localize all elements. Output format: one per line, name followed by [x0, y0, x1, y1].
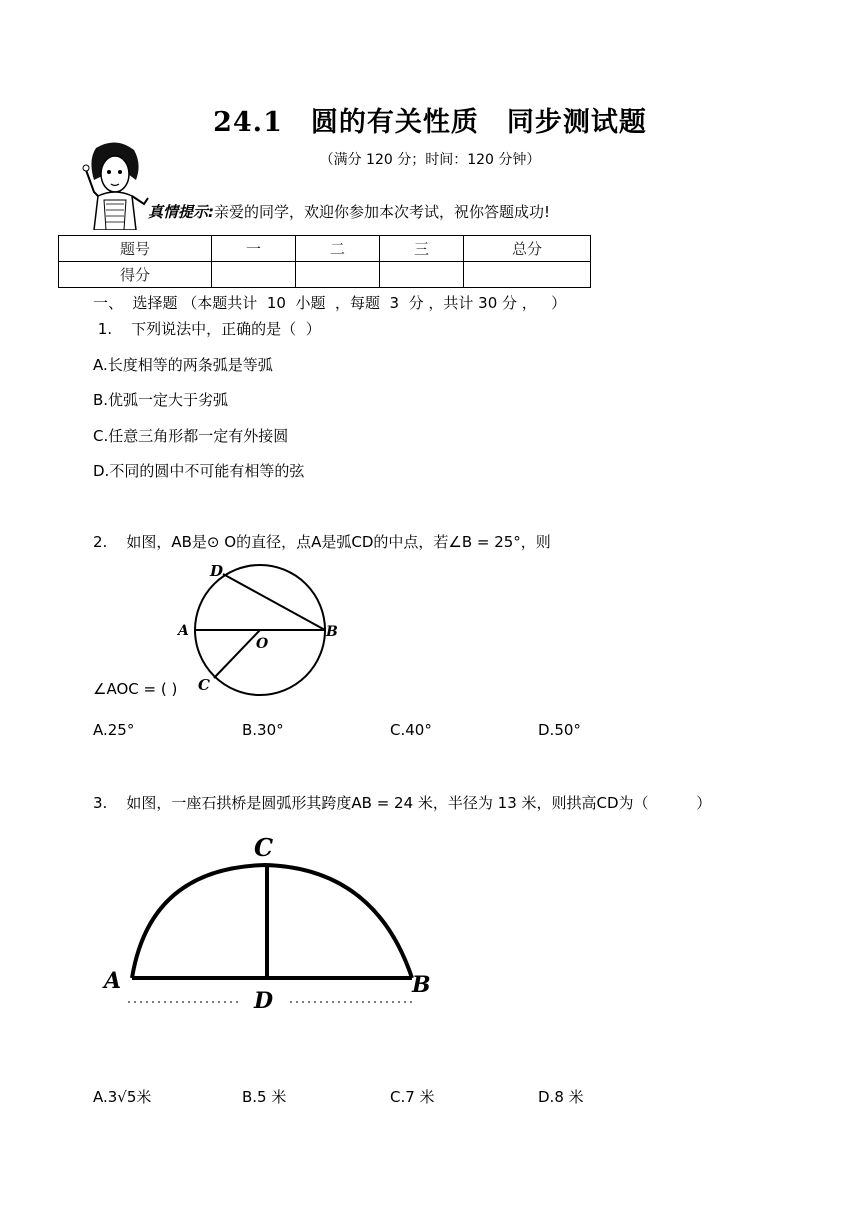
- question-2-option-b: B.30°: [242, 721, 284, 739]
- tip-text: 亲爱的同学，欢迎你参加本次考试，祝你答题成功!: [214, 203, 551, 221]
- table-header-cell: 一: [212, 236, 296, 262]
- score-table: [58, 235, 591, 288]
- point-label-b: B: [326, 624, 338, 640]
- table-header-cell: 总分: [464, 236, 591, 262]
- table-row: [59, 262, 591, 288]
- section-heading: 一、 选择题 （本题共计 10 小题 ，每题 3 分 ，共计 30 分 ， ）: [93, 294, 567, 312]
- question-1-option-c: C.任意三角形都一定有外接圆: [93, 427, 289, 445]
- tip-label: 真情提示:: [148, 203, 214, 221]
- circle-figure: [170, 560, 350, 700]
- question-1-stem: 1. 下列说法中，正确的是（ ）: [93, 320, 321, 338]
- question-1-option-b: B.优弧一定大于劣弧: [93, 391, 229, 409]
- score-cell[interactable]: [296, 262, 380, 288]
- point-label-a: A: [178, 623, 189, 639]
- point-label-d: D: [210, 562, 224, 580]
- point-label-d: D: [254, 988, 274, 1014]
- point-label-c: C: [198, 676, 210, 694]
- question-3-option-a: A.3√5米: [93, 1088, 152, 1106]
- table-row-label: 得分: [59, 262, 212, 288]
- point-label-o: O: [256, 636, 269, 652]
- score-cell[interactable]: [464, 262, 591, 288]
- point-label-b: B: [412, 972, 431, 998]
- page-title: 24.1 圆的有关性质 同步测试题: [213, 107, 647, 138]
- table-header-cell: 三: [380, 236, 464, 262]
- question-2-option-d: D.50°: [538, 721, 581, 739]
- exam-meta: （满分 120 分；时间：120 分钟）: [319, 152, 541, 168]
- question-2-option-c: C.40°: [390, 721, 432, 739]
- tip-line: [148, 201, 550, 222]
- table-header-cell: 二: [296, 236, 380, 262]
- question-1-option-a: A.长度相等的两条弧是等弧: [93, 356, 273, 374]
- bridge-arc-figure: [100, 828, 440, 1018]
- score-cell[interactable]: [212, 262, 296, 288]
- point-label-a: A: [104, 968, 122, 994]
- score-cell[interactable]: [380, 262, 464, 288]
- question-2-stem: 2. 如图，AB是⊙ O的直径，点A是弧CD的中点，若∠B = 25°，则: [93, 533, 551, 551]
- question-2-stem-tail: ∠AOC = ( ): [93, 680, 178, 698]
- point-label-c: C: [254, 833, 274, 862]
- mascot-illustration: [82, 140, 150, 230]
- table-header-cell: 题号: [59, 236, 212, 262]
- table-row: [59, 236, 591, 262]
- question-2-option-a: A.25°: [93, 721, 135, 739]
- question-3-option-b: B.5 米: [242, 1088, 287, 1106]
- question-3-option-d: D.8 米: [538, 1088, 584, 1106]
- question-3-stem: 3. 如图，一座石拱桥是圆弧形其跨度AB = 24 米，半径为 13 米，则拱高CD为（ ）: [93, 794, 712, 812]
- question-1-option-d: D.不同的圆中不可能有相等的弦: [93, 462, 305, 480]
- question-3-option-c: C.7 米: [390, 1088, 435, 1106]
